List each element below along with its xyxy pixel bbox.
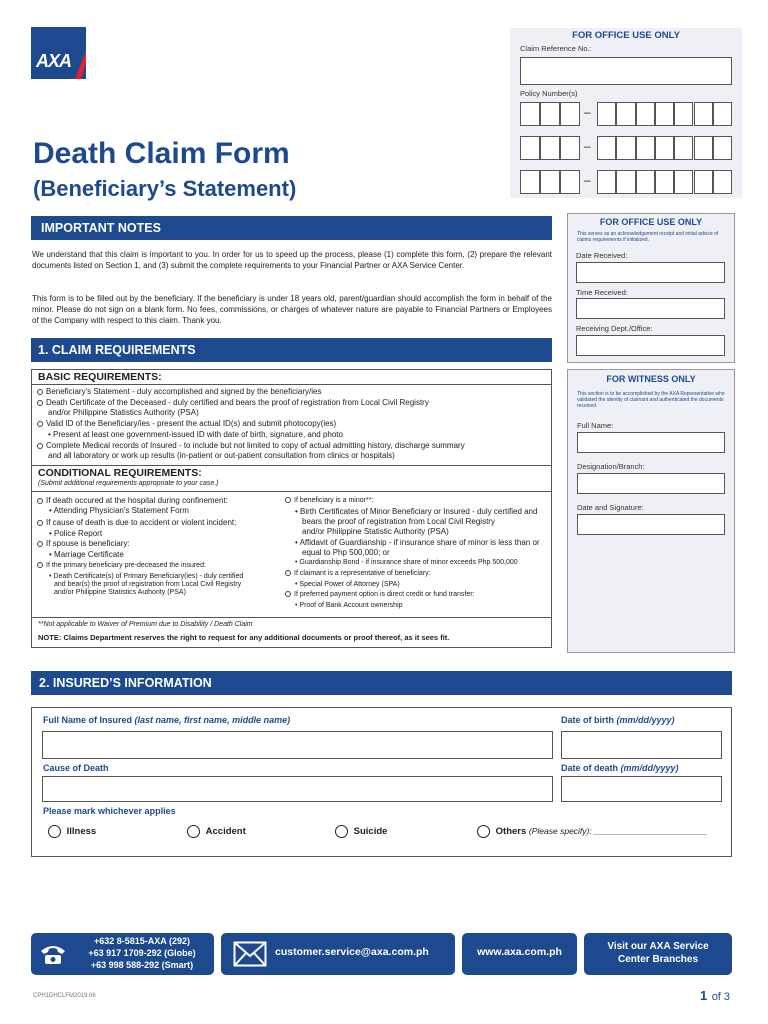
office-use-side-note: This serves as an acknowledgement receipt and initial advice of claims requirements if initialized. [577,231,719,243]
option-others-label: Others [495,826,527,838]
cond-left-3-text: If spouse is beneficiary: [46,539,130,548]
policy-digit-box[interactable] [540,170,560,194]
radio-icon[interactable] [37,389,43,395]
policy-digit-box[interactable] [560,170,580,194]
radio-icon[interactable] [37,541,43,547]
policy-dash: – [584,105,591,119]
important-notes-title: IMPORTANT NOTES [41,221,161,235]
important-notes-p2: This form is to be filled out by the beneficiary. If the beneficiary is under 18 years old, parent/guardian should accomplish the form in behalf of the minor. Please do not sign on a blank form. No fees, commissions, or charges of whatever nature are payable to Financial Partners or Employees of the Company with respect to this claim. Thank you. [32,294,552,325]
office-use-side-panel [567,213,735,363]
page-current: 1 [700,988,708,1003]
policy-digit-box[interactable] [636,170,655,194]
radio-icon[interactable] [335,825,348,838]
website-block[interactable] [462,933,577,975]
cond-left-4-text: If the primary beneficiary pre-deceased the insured: [46,562,206,569]
basic-req-4-text: Complete Medical records of Insured - to include but not limited to copy of actual admitting history, discharge summary [46,441,465,450]
radio-icon[interactable] [37,562,43,568]
time-received-input[interactable] [576,298,725,319]
email-block[interactable] [221,933,455,975]
basic-req-3-sub: • Present at least one government-issued ID with date of birth, signature, and photo [48,430,343,439]
policy-digit-box[interactable] [655,102,674,126]
radio-icon[interactable] [37,443,43,449]
policy-digit-box[interactable] [636,102,655,126]
policy-digit-box[interactable] [655,170,674,194]
dob-label [561,715,675,725]
claim-ref-label: Claim Reference No.: [520,44,592,53]
phone-icon [39,943,67,965]
policy-digit-box[interactable] [694,170,713,194]
cond-left-1-sub: • Attending Physician's Statement Form [49,506,189,515]
dod-label [561,763,679,773]
radio-icon[interactable] [37,498,43,504]
cause-label: Cause of Death [43,763,109,773]
witness-date-sig-input[interactable] [577,514,725,535]
receiving-dept-label: Receiving Dept./Office: [576,324,653,333]
cond-req-sub: (Submit additional requirements appropriate to your case.) [38,480,219,487]
radio-icon[interactable] [37,520,43,526]
policy-digit-box[interactable] [655,136,674,160]
basic-req-1 [37,387,321,397]
cond-right-1-text: If beneficiary is a minor**: [294,497,374,504]
note-divider [32,617,551,618]
basic-req-1-text: Beneficiary's Statement - duly accomplished and signed by the beneficiary/ies [46,387,322,396]
policy-digit-box[interactable] [616,102,635,126]
cond-right-1-sub3: and/or Philippine Statistic Authority (PSA) [302,527,449,536]
full-name-input[interactable] [42,731,553,759]
basic-req-2-text: Death Certificate of the Deceased - duly certified and bears the proof of registration from Local Civil Registry [46,398,429,407]
basic-req-2-cont: and/or Philippine Statistics Authority (PSA) [48,408,199,417]
policy-digit-box[interactable] [713,136,732,160]
dod-hint: (mm/dd/yyyy) [620,763,679,773]
cond-left-3-sub: • Marriage Certificate [49,550,124,559]
cond-left-4-sub3: and/or Philippine Statistics Authority (PSA) [54,589,186,596]
cond-divider [32,465,551,466]
policy-digit-box[interactable] [694,136,713,160]
radio-icon[interactable] [285,591,291,597]
time-received-label: Time Received: [576,288,628,297]
full-name-label-text: Full Name of Insured [43,715,133,725]
cond-right-1-sub6: • Guardianship Bond - if insurance share of minor exceeds Php 500,000 [295,559,518,566]
witness-date-sig-label: Date and Signature: [577,503,644,512]
section2-header [31,671,732,695]
radio-icon[interactable] [37,400,43,406]
date-received-input[interactable] [576,262,725,283]
note-text: Claims Department reserves the right to request for any additional documents or proof thereof, as it sees fit. [63,633,450,642]
policy-digit-box[interactable] [713,102,732,126]
receiving-dept-input[interactable] [576,335,725,356]
note-label: NOTE: [38,633,62,642]
policy-digit-box[interactable] [616,136,635,160]
section2-title: 2. INSURED’S INFORMATION [39,676,212,690]
witness-name-label: Full Name: [577,421,614,430]
cond-left-4-sub1: • Death Certificate(s) of Primary Beneficiary(ies) - duly certified [49,573,244,580]
cond-right-2-text: If claimant is a representative of beneficiary: [294,570,431,577]
policy-dash: – [584,139,591,153]
cond-req-heading: CONDITIONAL REQUIREMENTS: [38,467,202,479]
dob-label-text: Date of birth [561,715,614,725]
office-use-top-heading: FOR OFFICE USE ONLY [572,30,680,41]
radio-icon[interactable] [285,570,291,576]
claims-note [38,633,449,642]
policy-digit-box[interactable] [520,136,540,160]
witness-designation-label: Designation/Branch: [577,462,645,471]
office-use-side-heading: FOR OFFICE USE ONLY [599,217,703,227]
mark-label: Please mark whichever applies [43,806,176,816]
cond-right-2-sub: • Special Power of Attorney (SPA) [295,581,400,588]
visit-line-2: Center Branches [617,954,699,965]
cond-right-1-sub1: • Birth Certificates of Minor Beneficiary or Insured - duly certified and [295,507,538,516]
policy-digit-box[interactable] [560,102,580,126]
cond-right-1-sub4: • Affidavit of Guardianship - if insurance share of minor is less than or [295,538,540,547]
form-code: CPH1DHCLFM2019.06 [33,993,96,999]
important-notes-p1: We understand that this claim is important to you. In order for us to speed up the process, please (1) complete this form, (2) prepare the relevant documents listed on Section 1, and (3) submit the complete requirements to your Financial Partner or AXA Service Center. [32,250,552,270]
radio-icon[interactable] [37,421,43,427]
option-suicide[interactable] [335,825,387,838]
basic-divider [32,384,551,385]
cond-left-3 [37,539,130,549]
option-others[interactable] [477,825,708,838]
basic-req-4-cont: and all laboratory or work up results (in-patient or out-patient consultation from clinics or hospitals) [48,451,395,460]
policy-dash: – [584,173,591,187]
axa-logo [31,27,86,79]
dod-label-text: Date of death [561,763,619,773]
cond-divider-2 [32,491,551,492]
full-name-hint: (last name, first name, middle name) [134,715,291,725]
cond-left-2 [37,518,236,528]
cond-right-3-text: If preferred payment option is direct credit or fund transfer: [294,591,475,598]
policy-digit-box[interactable] [694,102,713,126]
cond-left-1-text: If death occured at the hospital during confinement: [46,496,228,505]
phone-line-2: +63 917 1709-292 (Globe) [88,948,196,958]
witness-designation-input[interactable] [577,473,725,494]
option-illness[interactable] [48,825,96,838]
logo-text: AXA [36,51,72,71]
envelope-icon [233,941,267,967]
dob-input[interactable] [561,731,722,759]
policy-digit-box[interactable] [674,136,693,160]
hotline-block[interactable] [31,933,214,975]
basic-req-2 [37,398,429,408]
radio-icon[interactable] [285,497,291,503]
basic-req-3 [37,419,336,429]
cond-left-2-text: If cause of death is due to accident or violent incident: [46,518,237,527]
option-accident-label: Accident [205,826,246,838]
policy-digit-box[interactable] [674,170,693,194]
policy-digit-box[interactable] [520,102,540,126]
cond-left-2-sub: • Police Report [49,529,103,538]
cond-right-1-sub5: equal to Php 500,000; or [302,548,390,557]
cause-input[interactable] [42,776,553,802]
basic-req-heading: BASIC REQUIREMENTS: [38,371,162,383]
important-notes-header [31,216,552,240]
website-url: www.axa.com.ph [477,946,562,958]
cond-right-3 [285,591,475,598]
cond-right-1-sub2: bears the proof of registration from Local Civil Registry [302,517,495,526]
policy-digit-box[interactable] [520,170,540,194]
section1-header [31,338,552,362]
option-others-hint: (Please specify): ________________________ [528,826,708,837]
policy-digit-box[interactable] [597,102,616,126]
policy-digit-box[interactable] [560,136,580,160]
waiver-note: **Not applicable to Waiver of Premium due to Disability / Death Claim [38,621,253,628]
visit-branches-button[interactable] [584,933,732,975]
option-accident[interactable] [187,825,246,838]
phone-line-1: +632 8-5815-AXA (292) [94,936,190,946]
cond-left-4 [37,562,206,569]
claim-ref-input[interactable] [520,57,732,85]
cond-right-2 [285,570,431,577]
policy-digit-box[interactable] [713,170,732,194]
visit-line-1: Visit our AXA Service [607,941,709,952]
policy-number-label: Policy Number(s) [520,89,578,98]
page-title: Death Claim Form [33,137,290,170]
page-number [700,987,730,1005]
policy-digit-box[interactable] [636,136,655,160]
policy-digit-box[interactable] [540,136,560,160]
basic-req-4 [37,441,465,451]
cond-right-1 [285,497,373,504]
basic-req-3-text: Valid ID of the Beneficiary/ies - present the actual ID(s) and submit photocopy(ies) [46,419,337,428]
email-address: customer.service@axa.com.ph [275,946,429,958]
policy-digit-box[interactable] [616,170,635,194]
option-suicide-label: Suicide [353,826,388,838]
policy-digit-box[interactable] [597,136,616,160]
dob-hint: (mm/dd/yyyy) [616,715,675,725]
page-total: of 3 [711,991,731,1003]
cond-right-3-sub: • Proof of Bank Account ownership [295,602,403,609]
date-received-label: Date Received: [576,251,628,260]
option-illness-label: Illness [66,826,97,838]
policy-digit-box[interactable] [674,102,693,126]
phone-line-3: +63 998 588-292 (Smart) [90,960,194,970]
cond-left-1 [37,496,228,506]
cond-left-4-sub2: and bear(s) the proof of registration from Local Civil Registry [54,581,242,588]
insured-info-box [31,707,732,857]
radio-icon[interactable] [187,825,200,838]
requirements-box [31,369,552,648]
section1-title: 1. CLAIM REQUIREMENTS [38,343,196,357]
radio-icon[interactable] [48,825,61,838]
witness-note: This section is to be accomplished by the AXA Representative who validated the identity of claimant and authenticated the documents received. [577,391,725,409]
full-name-label [43,715,290,725]
witness-name-input[interactable] [577,432,725,453]
witness-panel [567,369,735,653]
dod-input[interactable] [561,776,722,802]
radio-icon[interactable] [477,825,490,838]
policy-digit-box[interactable] [540,102,560,126]
page-subtitle: (Beneficiary’s Statement) [33,176,297,201]
policy-digit-box[interactable] [597,170,616,194]
witness-heading: FOR WITNESS ONLY [606,374,696,384]
